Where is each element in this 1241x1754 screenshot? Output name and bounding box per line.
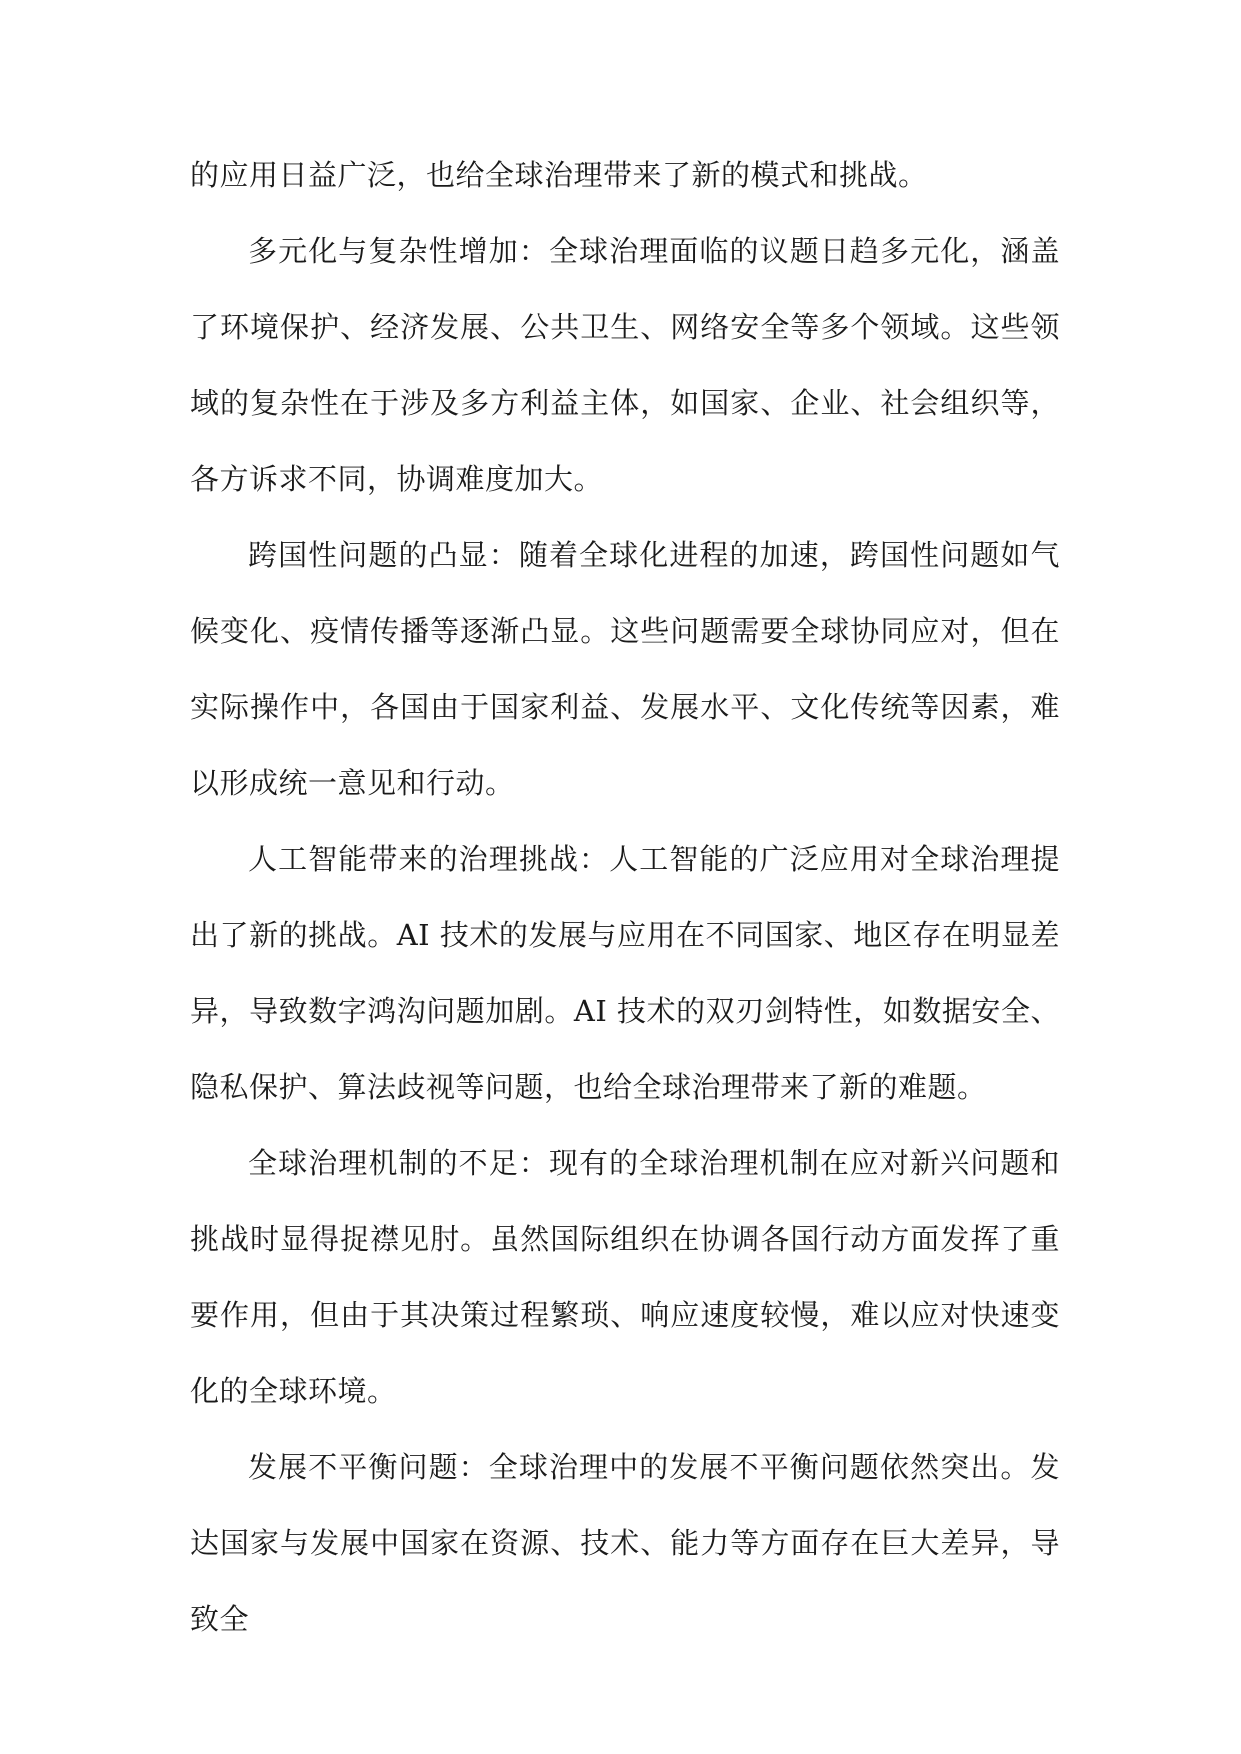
paragraph-diversity-complexity: 多元化与复杂性增加：全球治理面临的议题日趋多元化，涵盖了环境保护、经济发展、公共卫生、网络安全等多个领域。这些领域的复杂性在于涉及多方利益主体，如国家、企业、社会组织等，各方诉求不同，协调难度加大。 <box>190 234 1060 496</box>
paragraph-ai-governance: 人工智能带来的治理挑战：人工智能的广泛应用对全球治理提出了新的挑战。AI 技术的发展与应用在不同国家、地区存在明显差异，导致数字鸿沟问题加剧。AI 技术的双刃剑特性，如数据安全、隐私保护、算法歧视等问题，也给全球治理带来了新的难题。 <box>190 842 1060 1104</box>
paragraph-transnational-issues: 跨国性问题的凸显：随着全球化进程的加速，跨国性问题如气候变化、疫情传播等逐渐凸显。这些问题需要全球协同应对，但在实际操作中，各国由于国家利益、发展水平、文化传统等因素，难以形成统一意见和行动。 <box>190 538 1060 800</box>
document-body <box>190 137 1060 1657</box>
paragraph-continuation: 的应用日益广泛，也给全球治理带来了新的模式和挑战。 <box>190 158 928 192</box>
paragraph-development-imbalance: 发展不平衡问题：全球治理中的发展不平衡问题依然突出。发达国家与发展中国家在资源、技术、能力等方面存在巨大差异，导致全 <box>190 1450 1060 1636</box>
paragraph-governance-mechanism: 全球治理机制的不足：现有的全球治理机制在应对新兴问题和挑战时显得捉襟见肘。虽然国际组织在协调各国行动方面发挥了重要作用，但由于其决策过程繁琐、响应速度较慢，难以应对快速变化的全球环境。 <box>190 1146 1060 1408</box>
